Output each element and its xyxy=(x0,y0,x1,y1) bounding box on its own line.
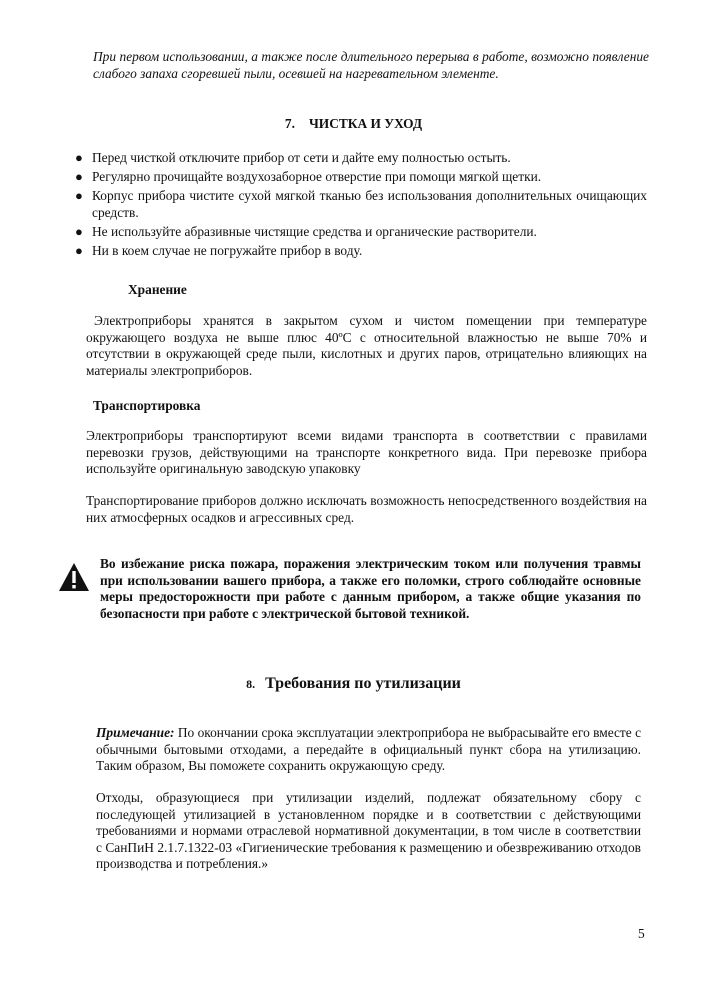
warning-triangle-icon xyxy=(58,562,90,592)
section-7-number: 7. xyxy=(284,116,295,131)
bullet-icon: ● xyxy=(75,169,83,184)
section-8-number: 8. xyxy=(246,677,256,691)
section-7-heading: ЧИСТКА И УХОД xyxy=(308,116,423,131)
note-text: По окончании срока эксплуатации электроприбора не выбрасывайте его вместе с обычными бытовыми отходами, а передайте в официальный пункт сбора на утилизацию. Таким образом, Вы поможете сохранить окружающую среду. xyxy=(96,725,642,773)
section-7-title xyxy=(0,116,707,132)
cleaning-bullet-list xyxy=(75,150,647,262)
list-item-text: Ни в коем случае не погружайте прибор в воду. xyxy=(92,242,363,258)
transport-paragraph-1: Электроприборы транспортируют всеми видами транспорта в соответствии с правилами перевозки грузов, действующими на транспорте конкретного вида. При перевозке прибора используйте оригинальную заводскую упаковку xyxy=(86,428,647,476)
list-item-text: Перед чисткой отключите прибор от сети и дайте ему полностью остыть. xyxy=(92,150,511,165)
list-item xyxy=(75,150,647,167)
note-label: Примечание: xyxy=(96,725,175,740)
section-8-title xyxy=(0,675,707,693)
disposal-note xyxy=(96,725,641,775)
storage-heading: Хранение xyxy=(128,282,187,297)
list-item xyxy=(75,243,647,260)
list-item-text: Не используйте абразивные чистящие средства и органические растворители. xyxy=(92,223,537,239)
storage-paragraph: Электроприборы хранятся в закрытом сухом и чистом помещении при температуре окружающего воздуха не выше плюс 40ºС с относительной влажностью не выше 70% и отсутствии в окружающей среде пыли, кислотных и других паров, отрицательно влияющих на материалы электроприборов. xyxy=(86,313,647,378)
bullet-icon: ● xyxy=(75,188,83,203)
page-number: 5 xyxy=(638,926,645,941)
list-item xyxy=(75,169,647,186)
list-item xyxy=(75,188,647,221)
disposal-paragraph: Отходы, образующиеся при утилизации изделий, подлежат обязательному сбору с последующей утилизацией в установленном порядке и в соответствии с действующими требованиями и нормами отраслевой нормативной документации, в том числе в соответствии с СанПиН 2.1.7.1322-03 «Гигиенические требования к размещению и обезвреживанию отходов производства и потребления.» xyxy=(96,790,641,871)
list-item xyxy=(75,224,647,241)
list-item-text: Корпус прибора чистите сухой мягкой тканью без использования дополнительных очищающих средств. xyxy=(92,188,647,220)
section-8-heading: Требования по утилизации xyxy=(265,675,461,692)
bullet-icon: ● xyxy=(75,150,83,165)
bullet-icon: ● xyxy=(75,223,83,239)
list-item-text: Регулярно прочищайте воздухозаборное отверстие при помощи мягкой щетки. xyxy=(92,169,542,184)
intro-note: При первом использовании, а также после длительного перерыва в работе, возможно появление слабого запаха сгоревшей пыли, осевшей на нагревательном элементе. xyxy=(93,49,649,81)
warning-text: Во избежание риска пожара, поражения электрическим током или получения травмы при использовании вашего прибора, а также его поломки, строго соблюдайте основные меры предосторожности при работе с данным прибором, а также общие указания по безопасности при работе с электрической бытовой техникой. xyxy=(100,556,641,621)
transport-paragraph-2: Транспортирование приборов должно исключать возможность непосредственного воздействия на них атмосферных осадков и агрессивных сред. xyxy=(86,493,647,525)
bullet-icon: ● xyxy=(75,242,83,258)
transport-heading: Транспортировка xyxy=(93,398,201,413)
